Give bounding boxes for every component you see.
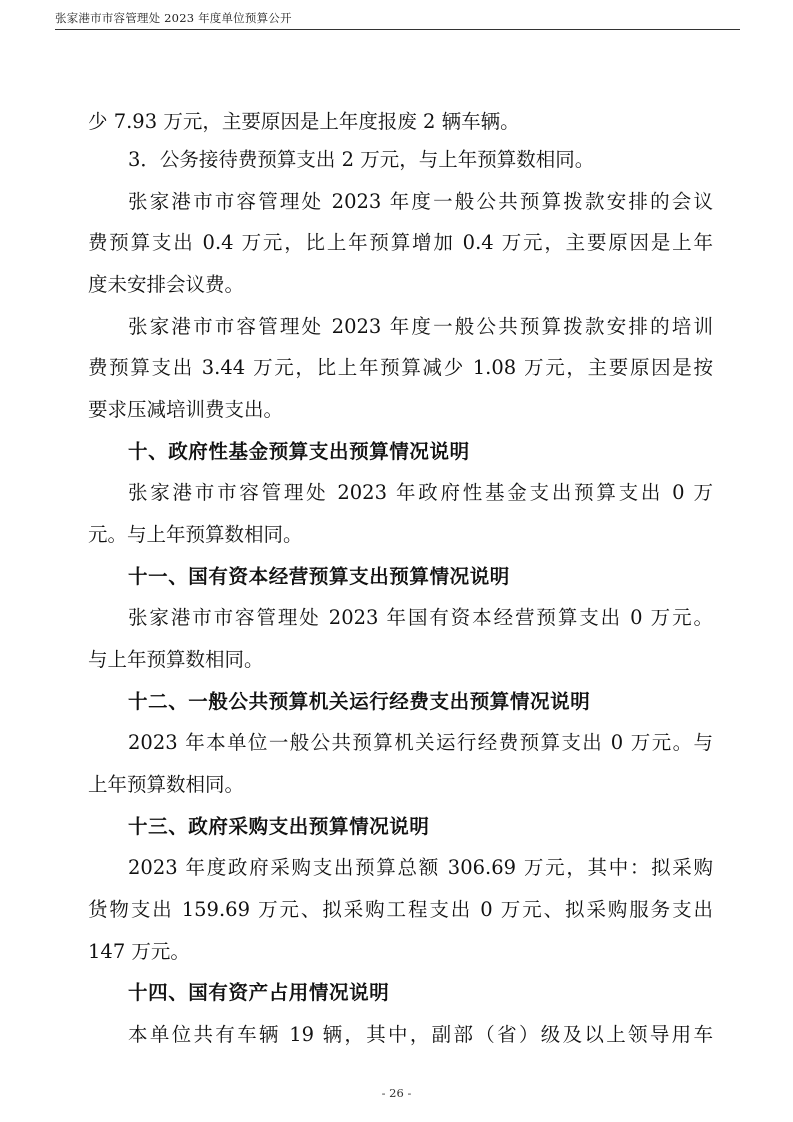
- paragraph-line: 要求压减培训费支出。: [88, 398, 284, 421]
- header-divider: [55, 29, 740, 30]
- paragraph-line: 张家港市市容管理处 2023 年政府性基金支出预算支出 0 万: [128, 481, 713, 504]
- paragraph-line: 张家港市市容管理处 2023 年度一般公共预算拨款安排的会议: [128, 190, 713, 213]
- paragraph-line: 货物支出 159.69 万元、拟采购工程支出 0 万元、拟采购服务支出: [88, 898, 713, 921]
- paragraph-line: 2023 年本单位一般公共预算机关运行经费预算支出 0 万元。与: [128, 731, 713, 754]
- paragraph-line: 张家港市市容管理处 2023 年度一般公共预算拨款安排的培训: [128, 315, 713, 338]
- paragraph-line: 本单位共有车辆 19 辆，其中，副部（省）级及以上领导用车: [128, 1023, 713, 1046]
- paragraph-line: 费预算支出 3.44 万元，比上年预算减少 1.08 万元，主要原因是按: [88, 356, 713, 379]
- paragraph-line: 元。与上年预算数相同。: [88, 523, 303, 546]
- paragraph-line: 与上年预算数相同。: [88, 648, 264, 671]
- paragraph-line: 度未安排会议费。: [88, 273, 245, 296]
- page-number: - 26 -: [381, 1086, 412, 1100]
- section-heading-13: 十三、政府采购支出预算情况说明: [128, 815, 430, 838]
- paragraph-line: 张家港市市容管理处 2023 年国有资本经营预算支出 0 万元。: [128, 606, 713, 629]
- paragraph-line: 少 7.93 万元，主要原因是上年度报废 2 辆车辆。: [88, 110, 520, 133]
- paragraph-line: 3．公务接待费预算支出 2 万元，与上年预算数相同。: [128, 148, 595, 171]
- running-header: 张家港市市容管理处 2023 年度单位预算公开: [55, 11, 292, 25]
- section-heading-10: 十、政府性基金预算支出预算情况说明: [128, 440, 470, 463]
- paragraph-line: 费预算支出 0.4 万元，比上年预算增加 0.4 万元，主要原因是上年: [88, 231, 713, 254]
- section-heading-14: 十四、国有资产占用情况说明: [128, 981, 390, 1004]
- paragraph-line: 上年预算数相同。: [88, 773, 245, 796]
- section-heading-12: 十二、一般公共预算机关运行经费支出预算情况说明: [128, 690, 591, 713]
- paragraph-line: 147 万元。: [88, 940, 190, 963]
- section-heading-11: 十一、国有资本经营预算支出预算情况说明: [128, 565, 510, 588]
- paragraph-line: 2023 年度政府采购支出预算总额 306.69 万元，其中：拟采购: [128, 856, 713, 879]
